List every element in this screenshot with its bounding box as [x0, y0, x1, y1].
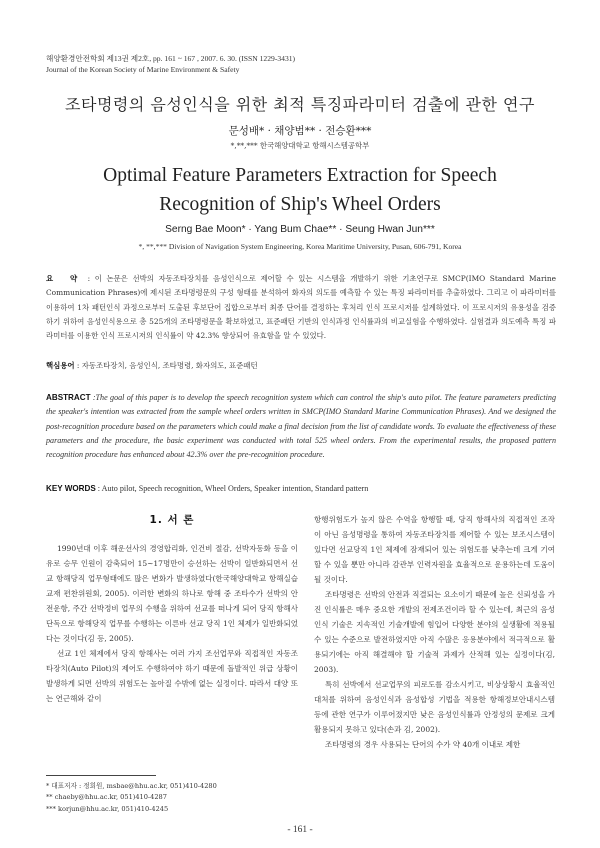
keywords-ko-label: 핵심용어: [46, 361, 75, 370]
paper-title-en: [0, 161, 600, 219]
body-paragraph: 선교 1인 체제에서 당직 항해사는 여러 가지 조선업무와 직접적인 자동조타장치(Auto Pilot)의 제어도 수행하여야 하기 때문에 돌발적인 위급 상황이 발생하게 되면 선박의 위험도는 높아질 수밖에 없는 실정이다. 따라서 대양 또는 연근해와 같이: [46, 649, 298, 703]
footnotes: [46, 781, 298, 815]
abstract-ko-label: 요 약: [46, 274, 84, 283]
keywords-ko-text: : 자동조타장치, 음성인식, 조타명령, 화자의도, 표준패턴: [74, 361, 258, 370]
section-title: 1. 서 론: [149, 514, 195, 526]
journal-citation-ko: 해양환경안전학회 제13권 제2호, pp. 161 ~ 167 , 2007. 6. 30. (ISSN 1229-3431): [46, 54, 296, 63]
footnote-item: *** korjun@hhu.ac.kr, 051)410-4245: [46, 804, 169, 813]
body-paragraph: 조타명령은 선박의 안전과 직결되는 요소이기 때문에 높은 신뢰성을 가진 인식률은 매우 중요한 개발의 전제조건이라 할 수 있는데, 최근의 음성인식 기술은 지속적인 기술개발에 힘입어 다양한 분야의 실생활에 적용될 수 있는 수준으로 발전하였지만 아직 수많은 응용분야에서 적극적으로 활용되기에는 아직 해결해야 할 기술적 과제가 산적해 있는 실정이다(김, 2003).: [314, 590, 555, 674]
authors-ko: 문성배* · 채양범** · 전승환***: [228, 125, 372, 137]
body-paragraph: 조타명령의 경우 사용되는 단어의 수가 약 40개 이내로 제한: [325, 740, 521, 749]
keywords-ko: [46, 360, 556, 371]
left-column: [46, 512, 298, 706]
footnote-item: * 대표저자 : 정회원, msbae@hhu.ac.kr, 051)410-4280: [46, 782, 217, 790]
authors-en: Serng Bae Moon* · Yang Bum Chae** · Seung Hwan Jun***: [165, 224, 435, 235]
abstract-en: [46, 391, 556, 462]
keywords-en-label: KEY WORDS: [46, 484, 96, 493]
page-number: - 161 -: [287, 825, 313, 835]
abstract-en-text: :The goal of this paper is to develop the speech recognition system which can control the ship's auto pilot. The feature parameters predicting the speaker's intention was extracted from the sample wheel orders written in SMCP(IMO Standard Marine Communication Phrases). And we designed the post-recognition procedure based on the parameters which could make a final decision from the list of candidate words. To evaluate the effectiveness of these parameters and the procedure, the basic experiment was conducted with total 525 wheel orders. From the experimental results, the proposed pattern recognition procedure has enhanced about 42.3% over the pre-recognition procedure.: [46, 393, 556, 460]
journal-name-en: Journal of the Korean Society of Marine Environment & Safety: [46, 65, 240, 74]
affiliation-en: *, **,*** Division of Navigation System Engineering, Korea Maritime University, Pusan, 606-791, Korea: [138, 242, 462, 251]
affiliation-ko: *,**,*** 한국해양대학교 항해시스템공학부: [230, 141, 370, 150]
footnote-divider: [46, 775, 156, 776]
body-paragraph: 1990년대 이후 해운선사의 경영합리화, 인건비 절감, 선박자동화 등을 이유로 승무 인원이 감축되어 15~17명만이 승선하는 선박이 일반화되면서 선교 항해당직 업무형태에도 많은 변화가 발생하였다(한국해양대학교 항해실습교재 편찬위원회, 2005). 이러한 변화의 하나로 항해 중 조타수가 선박의 안전운항, 주간 선박정비 업무의 수행을 위하여 선교를 떠나게 되어 당직 항해사 단독으로 항해당직 업무를 수행하는 이른바 선교 당직 1인 체제가 일반화되었다는 것이다(김 등, 2005).: [46, 544, 298, 643]
paper-title-en-line1: Optimal Feature Parameters Extraction for Speech: [103, 165, 497, 186]
abstract-ko: [46, 272, 556, 343]
right-column: [314, 512, 555, 752]
footnote-item: ** chaeby@hhu.ac.kr, 051)410-4287: [46, 793, 167, 802]
keywords-en: [46, 484, 566, 493]
keywords-en-text: : Auto pilot, Speech recognition, Wheel Orders, Speaker intention, Standard pattern: [95, 484, 369, 493]
abstract-ko-text: : 이 논문은 선박의 자동조타장치를 음성인식으로 제어할 수 있는 시스템을 개발하기 위한 기초연구로 SMCP(IMO Standard Marine Communication Phrases)에 제시된 조타명령문의 구성 형태를 분석하여 화자의 의도를 예측할 수 있는 특징 파라미터를 추출하였다. 그리고 이 파라미터를 이용하여 1차 패턴인식 과정으로부터 도출된 후보단어 집합으로부터 최종 단어를 결정하는 후처리 인식 프로시저를 설계하였다. 이 프로시저의 유용성을 검증하기 위하여 음성인식용으로 총 525개의 조타명령문을 확보하였고, 표준패턴 기반의 인식과정 인식률과의 비교실험을 수행하였다. 실험결과 의도예측 특징 파라미터를 이용한 인식 프로시저의 인식률이 약 42.3% 향상되어 유효함을 알 수 있었다.: [46, 274, 556, 341]
paper-title-en-line2: Recognition of Ship's Wheel Orders: [159, 194, 441, 215]
paper-title-ko: 조타명령의 음성인식을 위한 최적 특징파라미터 검출에 관한 연구: [65, 95, 535, 114]
body-paragraph: 특히 선박에서 선교업무의 피로도를 감소시키고, 비상상황시 효율적인 대처를 위하여 음성인식과 음성합성 기법을 적용한 항해정보안내시스템 등에 관한 연구가 이루어졌지만 낮은 음성인식률과 안정성의 문제로 크게 활용되지 못하고 있다(손과 김, 2002).: [314, 680, 555, 734]
abstract-en-label: ABSTRACT: [46, 393, 91, 402]
body-paragraph: 항행위험도가 높지 않은 수역을 항행할 때, 당직 항해사의 직접적인 조작이 아닌 음성명령을 통하여 자동조타장치를 제어할 수 있는 보조시스템이 있다면 선교당직 1인 체제에 잠재되어 있는 위험도를 낮추는데 크게 기여할 수 있을 뿐만 아니라 감관부 인력자원을 효율적으로 운용하는데 도움이 될 것이다.: [314, 515, 555, 584]
